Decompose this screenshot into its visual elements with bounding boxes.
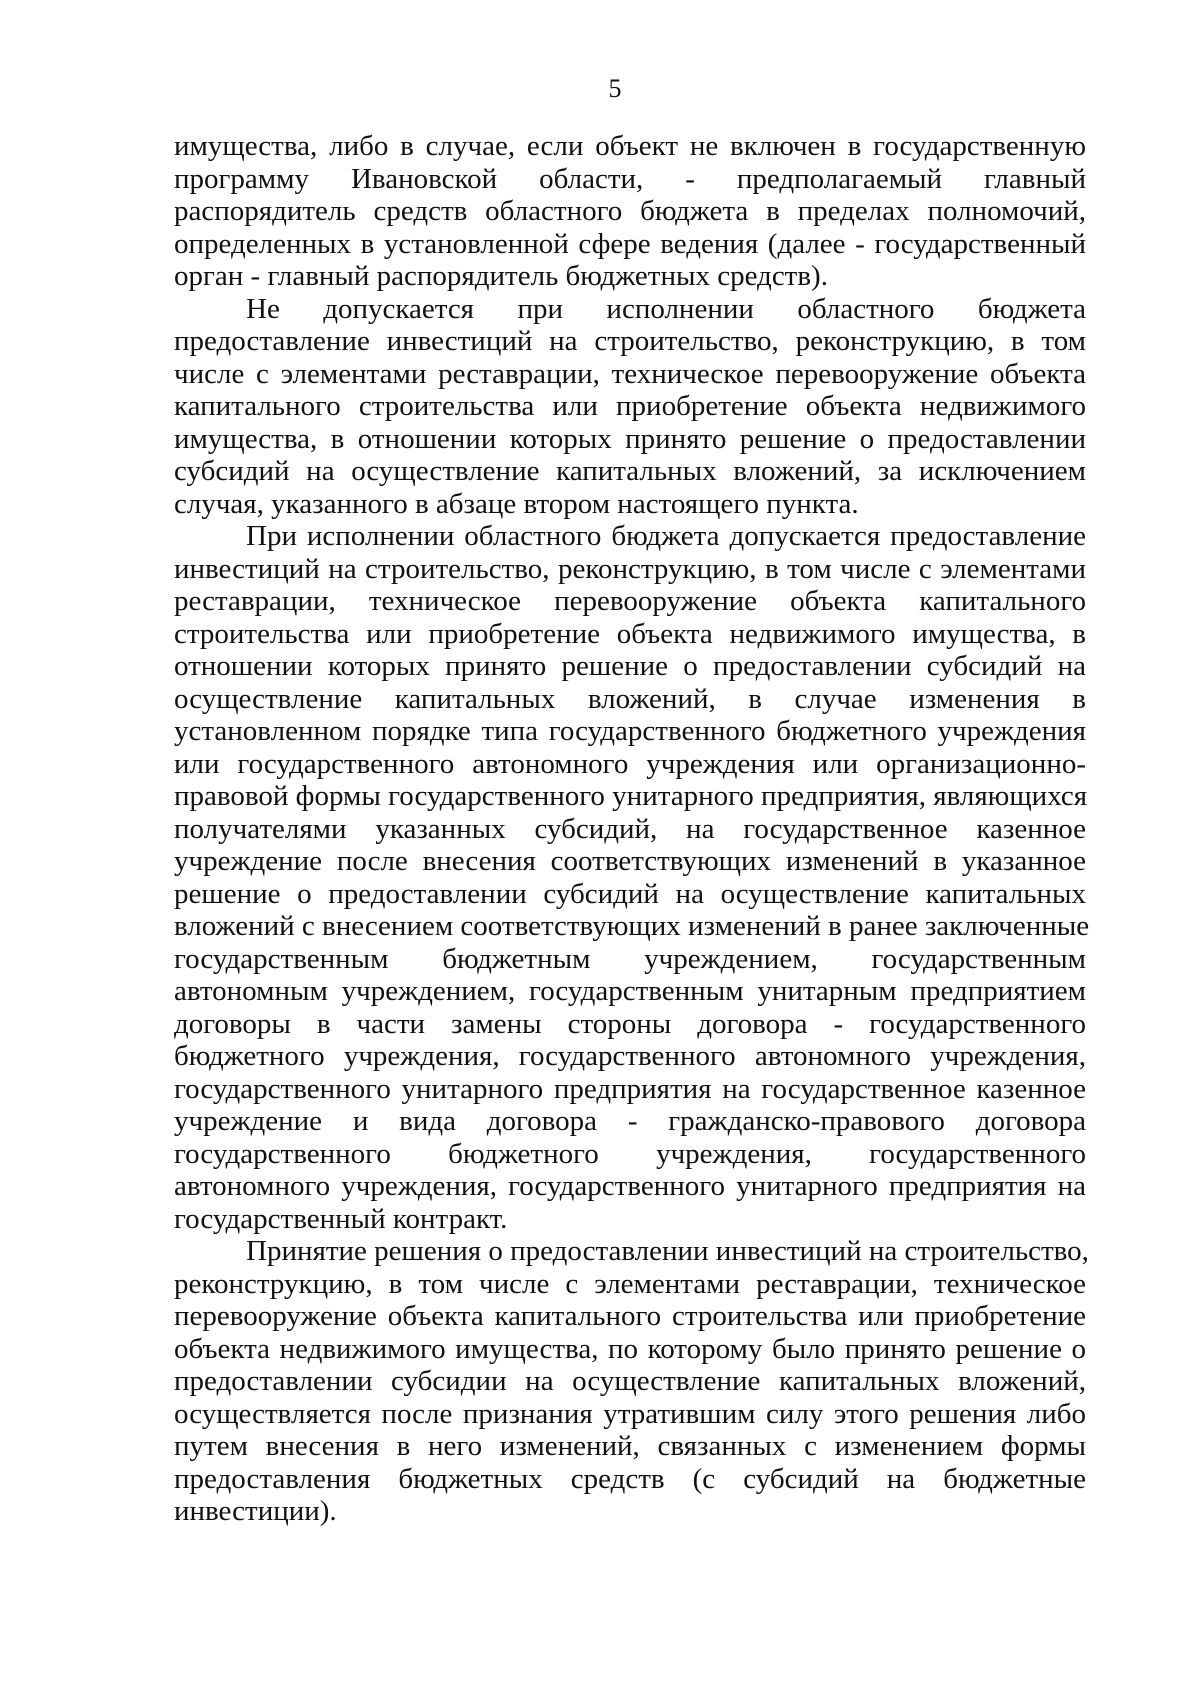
text-line: реставрации, техническое перевооружение объекта капитального [174,585,1086,617]
text-line: объекта недвижимого имущества, по которому было принято решение о [174,1332,1086,1365]
text-line: реконструкцию, в том числе с элементами реставрации, техническое [174,1267,1086,1300]
text-line: осуществляется после признания утратившим силу этого решения либо [174,1397,1086,1430]
text-line: государственный контракт. [174,1202,508,1235]
text-line: учреждение после внесения соответствующих изменений в указанное [174,845,1086,877]
document-body [174,130,1090,1528]
paragraph-p4 [174,1235,1089,1528]
text-line: государственного унитарного предприятия на государственное казенное [174,1072,1086,1105]
text-line: капитального строительства или приобретение объекта недвижимого [174,390,1086,422]
text-line: инвестиций на строительство, реконструкцию, в том числе с элементами [174,552,1086,585]
text-line: правовой формы государственного унитарного предприятия, являющихся [174,780,1088,812]
text-line: случая, указанного в абзаце втором настоящего пункта. [174,487,859,520]
text-line: автономного учреждения, государственного унитарного предприятия на [174,1170,1086,1202]
text-line: государственного бюджетного учреждения, государственного [174,1137,1086,1170]
text-line: программу Ивановской области, - предполагаемый главный [174,162,1086,195]
text-line: определенных в установленной сфере ведения (далее - государственный [174,227,1086,260]
text-line: имущества, либо в случае, если объект не включен в государственную [174,130,1086,162]
text-line: установленном порядке типа государственного бюджетного учреждения [174,715,1086,747]
text-line: осуществление капитальных вложений, в случае изменения в [174,682,1086,715]
text-line: Не допускается при исполнении областного бюджета [246,292,1086,325]
paragraph-p2 [174,293,1086,521]
text-line: При исполнении областного бюджета допускается предоставление [246,520,1086,552]
text-line: предоставления бюджетных средств (с субсидий на бюджетные [174,1462,1086,1495]
text-line: числе с элементами реставрации, техническое перевооружение объекта [174,357,1086,390]
page-number: 5 [608,74,622,103]
text-line: имущества, в отношении которых принято решение о предоставлении [174,422,1086,455]
text-line: вложений с внесением соответствующих изменений в ранее заключенные [174,910,1090,942]
text-line: предоставление инвестиций на строительство, реконструкцию, в том [174,325,1086,357]
text-line: договоры в части замены стороны договора - государственного [174,1007,1086,1040]
text-line: получателями указанных субсидий, на государственное казенное [174,812,1086,845]
paragraph-p1 [174,130,1086,293]
paragraph-p3 [174,520,1090,1235]
text-line: перевооружение объекта капитального строительства или приобретение [174,1300,1086,1332]
text-line: путем внесения в него изменений, связанных с изменением формы [174,1430,1086,1462]
text-line: распорядитель средств областного бюджета в пределах полномочий, [174,195,1086,227]
text-line: автономным учреждением, государственным унитарным предприятием [174,975,1086,1007]
text-line: Принятие решения о предоставлении инвестиций на строительство, [246,1235,1089,1267]
text-line: или государственного автономного учреждения или организационно- [174,747,1086,780]
text-line: предоставлении субсидии на осуществление капитальных вложений, [174,1365,1086,1397]
text-line: субсидий на осуществление капитальных вложений, за исключением [174,455,1086,487]
text-line: инвестиции). [174,1495,337,1527]
text-line: отношении которых принято решение о предоставлении субсидий на [174,650,1086,682]
text-line: решение о предоставлении субсидий на осуществление капитальных [174,877,1086,910]
text-line: бюджетного учреждения, государственного автономного учреждения, [174,1040,1086,1072]
text-line: строительства или приобретение объекта недвижимого имущества, в [174,617,1086,650]
text-line: государственным бюджетным учреждением, государственным [174,942,1086,975]
text-line: орган - главный распорядитель бюджетных средств). [174,260,828,292]
text-line: учреждение и вида договора - гражданско-правового договора [174,1105,1086,1137]
